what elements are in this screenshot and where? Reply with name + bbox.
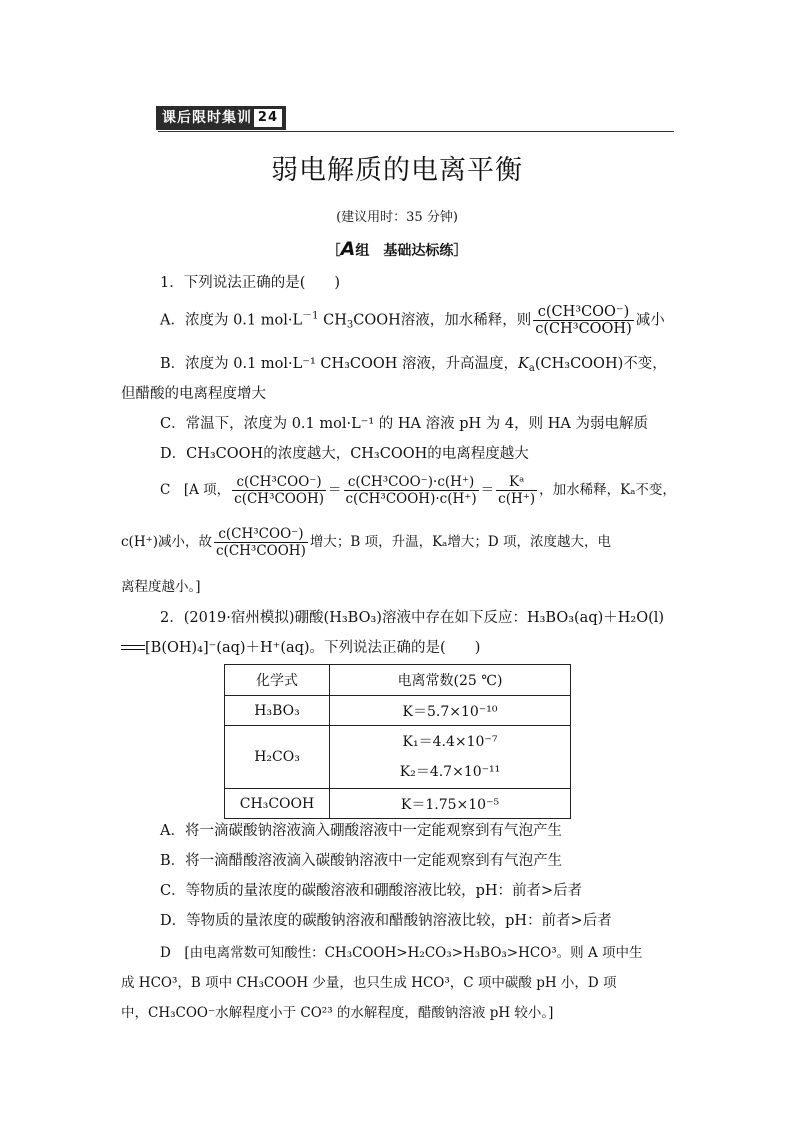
q1-b-post: (CH₃COOH)不变， <box>534 356 667 372</box>
table-cell-constant-k2: K₂＝4.7×10⁻¹¹ <box>399 764 501 780</box>
q2-option-c: C．等物质的量浓度的碳酸溶液和硼酸溶液比较，pH：前者>后者 <box>160 883 583 899</box>
table-cell-constant: K＝5.7×10⁻¹⁰ <box>330 696 571 726</box>
time-note: (建议用时：35 分钟) <box>336 210 458 225</box>
q1-ans-frac3-den: c(H⁺) <box>498 491 536 507</box>
q1-ans-frac4-num: c(CH³COO⁻) <box>214 526 308 543</box>
q1-ans-post: ，加水稀释，Kₐ不变， <box>539 482 676 498</box>
q1-ans-frac3-num: Kᵃ <box>496 474 537 491</box>
q1-ans-frac2-den: c(CH³COOH)·c(H⁺) <box>345 491 477 507</box>
q1-a-mid2: COOH溶液，加水稀释，则 <box>353 312 532 329</box>
q2-option-b: B．将一滴醋酸溶液滴入碳酸钠溶液中一定能观察到有气泡产生 <box>160 853 563 869</box>
q1-b-ka: K <box>518 356 529 372</box>
header-rule <box>158 131 674 132</box>
q1-ans-frac4 <box>214 526 308 559</box>
q2-option-a: A．将一滴碳酸钠溶液滴入硼酸溶液中一定能观察到有气泡产生 <box>160 823 562 839</box>
badge-label: 课后限时集训 <box>162 110 252 126</box>
q1-b-text: B．浓度为 0.1 mol·L⁻¹ CH₃COOH 溶液，升高温度， <box>160 356 519 372</box>
table-header-constant: 电离常数(25 ℃) <box>330 665 571 696</box>
q1-ans-frac2 <box>344 474 479 507</box>
q1-option-a: A．浓度为 0.1 $mol\cdot L^{-1}$ $CH_3COOH$溶液，加水稀释，则 $\frac{\text{c(CH³COO⁻)}}{\text{c(CH³COOH)}}$ 减小 <box>160 304 665 337</box>
badge-number: 24 <box>254 109 282 127</box>
q1-option-d: D．CH₃COOH的浓度越大，CH₃COOH的电离程度越大 <box>160 446 529 462</box>
equilibrium-arrow-icon <box>121 643 145 653</box>
section-heading <box>0 238 794 260</box>
q1-ans-frac2-num: c(CH³COO⁻)·c(H⁺) <box>344 474 479 491</box>
section-close-bracket: ］ <box>453 243 468 259</box>
q2-answer-line1: D [由电离常数可知酸性：CH₃COOH>H₂CO₃>H₃BO₃>HCO³。则 A 项中生 <box>160 945 643 961</box>
q1-ans2-pre: c(H⁺)减小，故 <box>121 534 212 550</box>
q1-a-post: 减小 <box>635 312 665 329</box>
q2-stem-line1: 2．(2019·宿州模拟)硼酸(H₃BO₃)溶液中存在如下反应：H₃BO₃(aq)＋H₂O(l) <box>160 610 665 626</box>
q1-ans-frac4-den: c(CH³COOH) <box>216 543 306 559</box>
q1-a-frac-den: c(CH³COOH) <box>535 321 632 337</box>
q1-answer-line2 <box>121 526 611 559</box>
section-open-bracket: ［ <box>326 243 341 259</box>
q1-stem: 1．下列说法正确的是( ) <box>160 275 341 291</box>
q1-answer-line3: 离程度越小。] <box>121 579 201 595</box>
q1-ans-pre: C [A 项， <box>160 482 231 498</box>
q1-a-pre: A．浓度为 0.1 mol·L <box>160 312 303 329</box>
q1-option-b-line1: B．浓度为 0.1 mol·L⁻¹ CH₃COOH 溶液，升高温度，$K_a(CH_3COOH)$不变， <box>160 356 667 374</box>
q2-answer-line2: 成 HCO³，B 项中 CH₃COOH 少量，也只生成 HCO³，C 项中碳酸 pH 小，D 项 <box>121 975 617 991</box>
section-label: 组 基础达标练 <box>355 243 454 259</box>
q1-ans-frac1-num: c(CH³COO⁻) <box>232 474 326 491</box>
page-title: 弱电解质的电离平衡 <box>271 155 523 186</box>
ionization-constant-table <box>224 664 571 819</box>
table-cell-formula: CH₃COOH <box>225 789 330 819</box>
header-badge <box>156 106 286 130</box>
q1-ans-frac3 <box>496 474 537 507</box>
table-cell-formula: H₃BO₃ <box>225 696 330 726</box>
table-cell-constant-k1: K₁＝4.4×10⁻⁷ <box>402 734 498 750</box>
q2-stem-line2-text: [B(OH)₄]⁻(aq)＋H⁺(aq)。下列说法正确的是( ) <box>145 640 481 656</box>
table-cell-formula: H₂CO₃ <box>225 726 330 789</box>
table-header-formula: 化学式 <box>225 665 330 696</box>
q1-a-mid: CH <box>318 312 347 329</box>
q2-option-d: D．等物质的量浓度的碳酸钠溶液和醋酸钠溶液比较，pH：前者>后者 <box>160 913 612 929</box>
q1-ans-frac1 <box>232 474 326 507</box>
table-cell-constant: K＝1.75×10⁻⁵ <box>330 789 571 819</box>
q1-option-c: C．常温下，浓度为 0.1 mol·L⁻¹ 的 HA 溶液 pH 为 4，则 HA 为弱电解质 <box>160 416 648 432</box>
q2-answer-line3: 中，CH₃COO⁻水解程度小于 CO²³ 的水解程度，醋酸钠溶液 pH 较小。] <box>121 1005 554 1021</box>
q1-a-fraction <box>533 304 634 337</box>
q1-ans2-post: 增大；B 项，升温，Kₐ增大；D 项，浓度越大，电 <box>309 534 611 550</box>
q2-stem-line2 <box>121 636 480 657</box>
q1-a-frac-num: c(CH³COO⁻) <box>533 304 634 321</box>
q1-ans-frac1-den: c(CH³COOH) <box>234 491 324 507</box>
table-cell-constants <box>330 726 571 789</box>
q1-option-b-line2: 但醋酸的电离程度增大 <box>121 386 266 402</box>
q1-answer-line1: C [A 项， $\frac{\text{c(CH³COO⁻)}}{\text{c(CH³COOH)}}$ ＝ $\frac{\text{c(CH³COO⁻)·c(H⁺)}}{\text{c(CH³COOH)·c(H⁺)}}$ ＝ $\frac{\text{Kᵃ}}{c(H^+)}$ ，加水稀释，Kₐ不变， <box>160 474 676 507</box>
section-letter: A <box>340 238 356 260</box>
